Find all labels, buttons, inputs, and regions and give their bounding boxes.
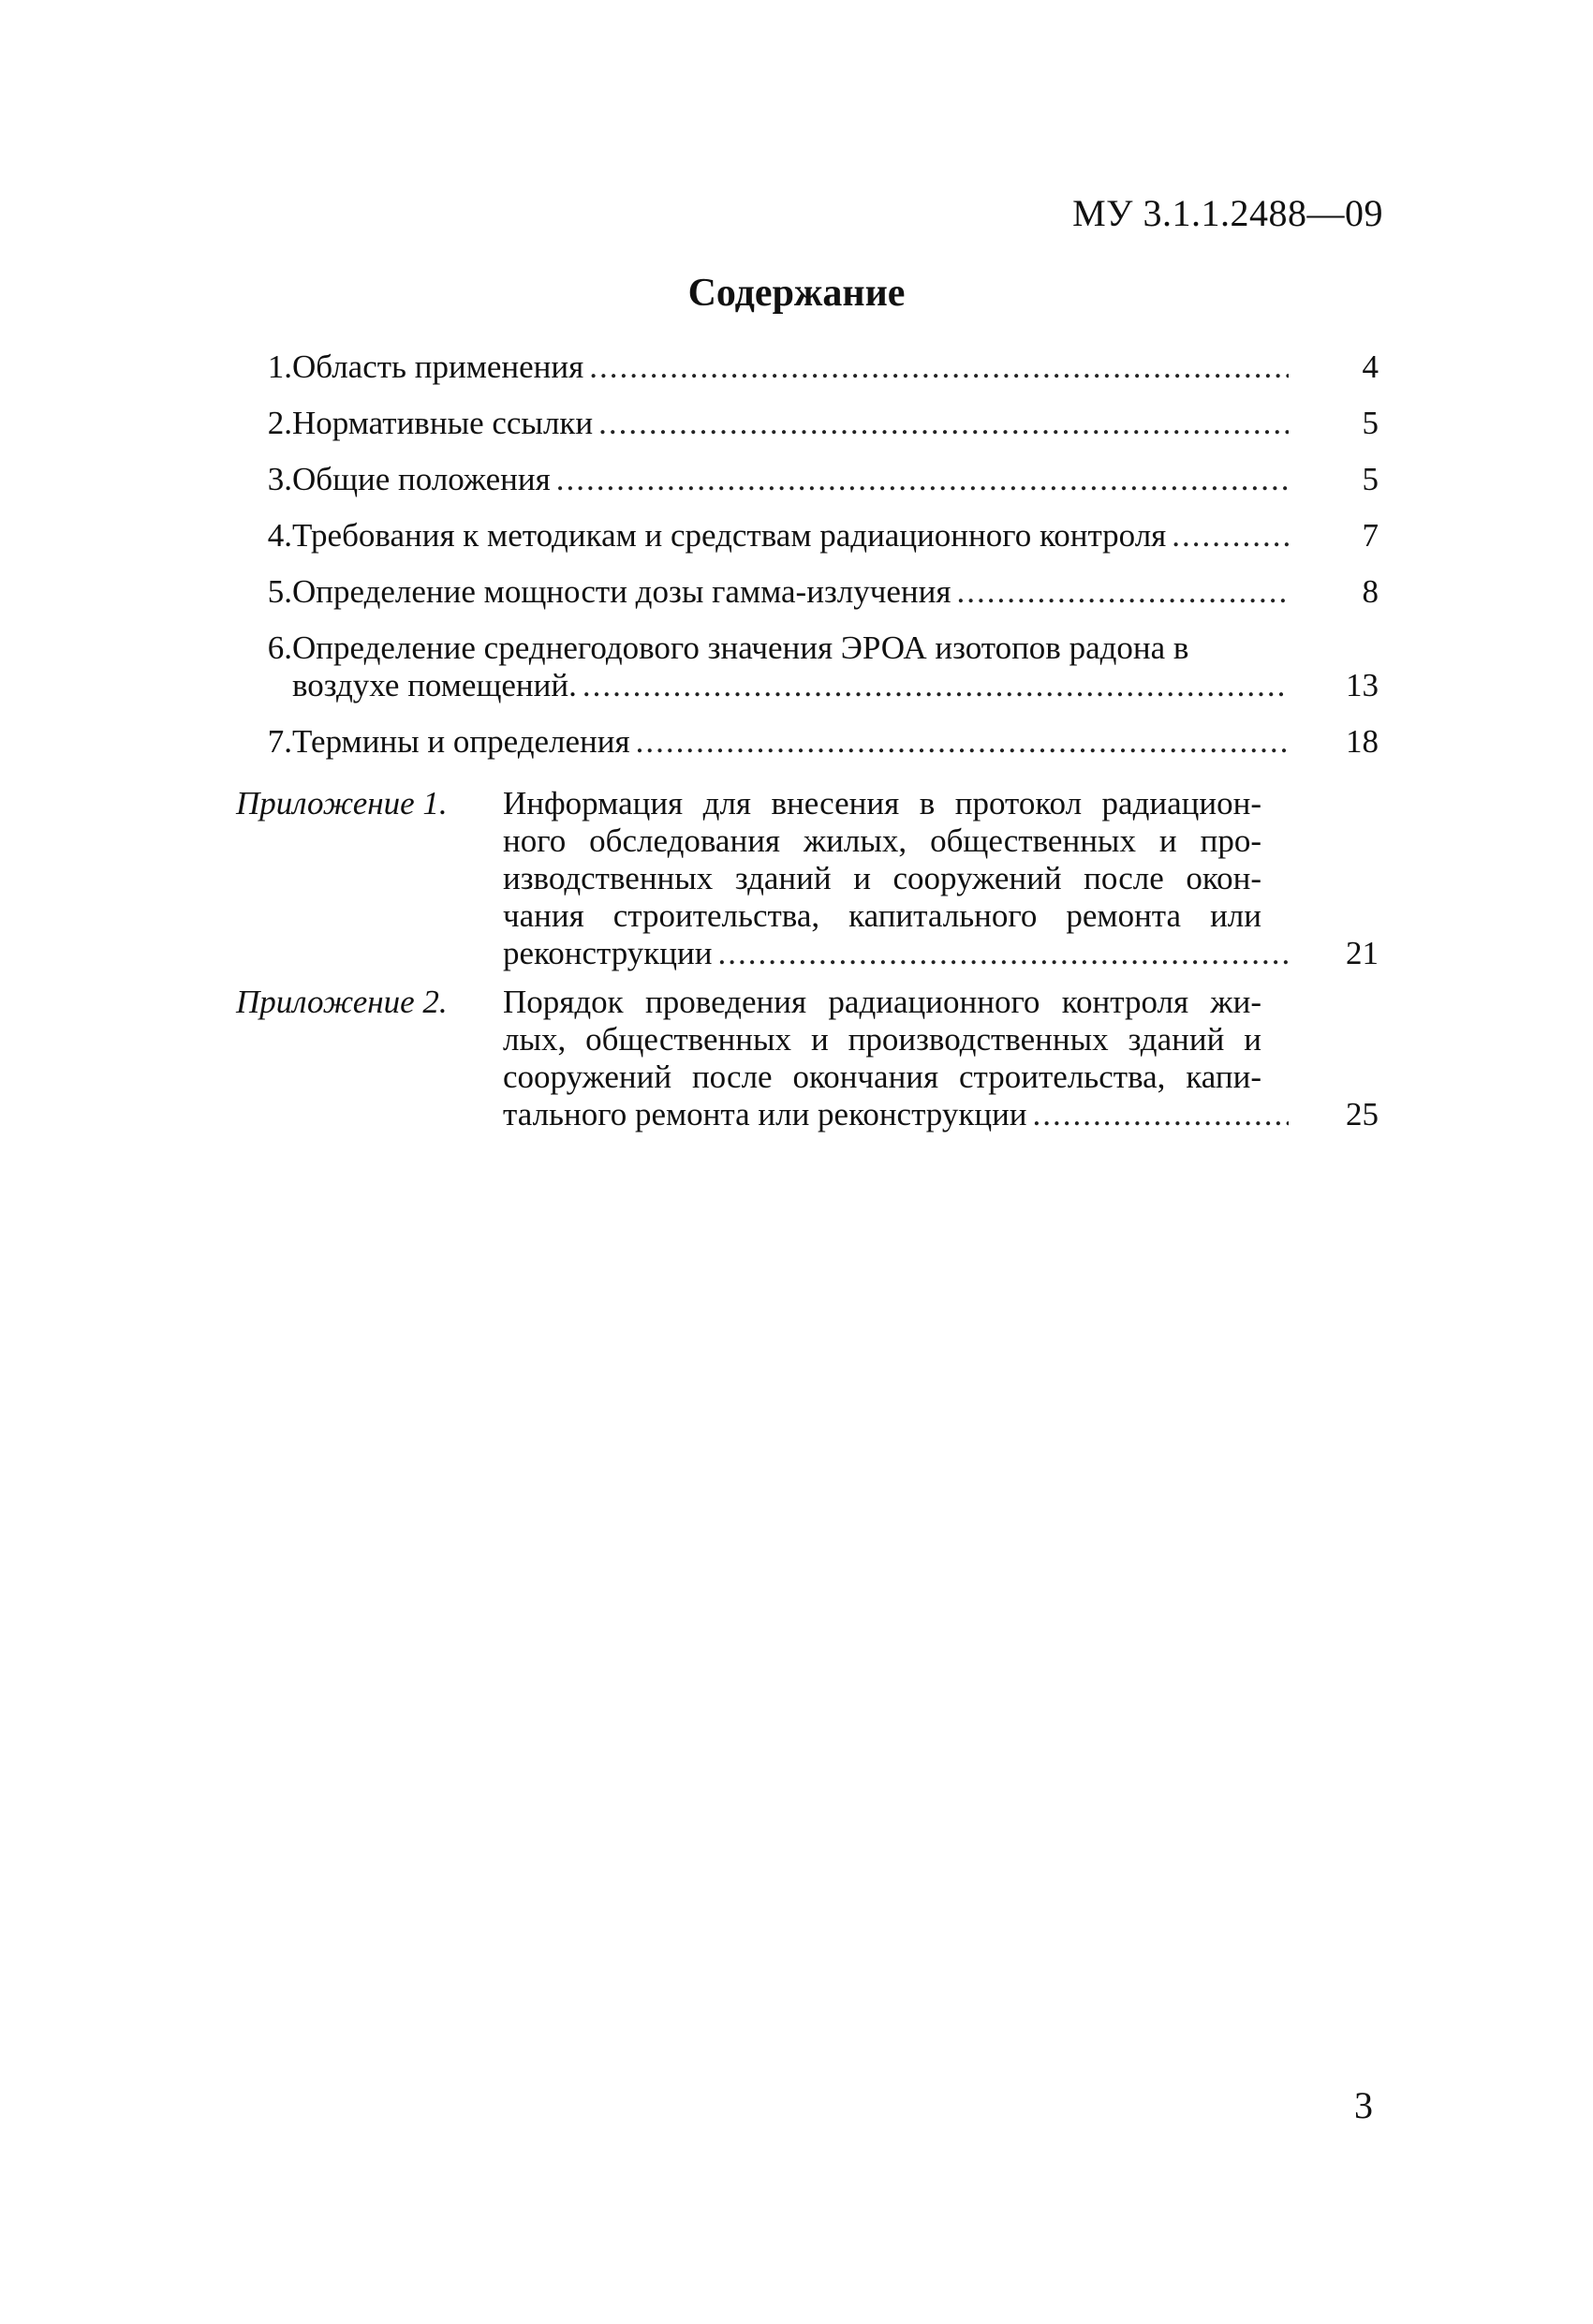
- appendix-title-line: Порядок проведения радиационного контроля жи-: [503, 984, 1261, 1020]
- dot-leader: [589, 348, 1289, 386]
- appendix-title-line: лых, общественных и производственных зданий и: [503, 1021, 1261, 1058]
- appendix-title-line: сооружений после окончания строительства, капи-: [503, 1058, 1261, 1095]
- appendix-label: Приложение 2.: [236, 984, 448, 1020]
- toc-item-page: 8: [1362, 573, 1379, 610]
- toc-item-number: 7.: [267, 723, 292, 760]
- toc-item-page: 13: [1346, 667, 1379, 703]
- toc-item-title: воздухе помещений.: [292, 667, 577, 703]
- toc-item-page: 4: [1362, 348, 1379, 385]
- appendix-page: 21: [1346, 935, 1379, 971]
- dot-leader: [598, 405, 1289, 442]
- toc-item-page: 18: [1346, 723, 1379, 760]
- toc-item-page: 7: [1362, 517, 1379, 554]
- toc-item-title: Требования к методикам и средствам радиационного контроля: [292, 517, 1167, 554]
- toc-item-title: Определение мощности дозы гамма-излучения: [292, 573, 951, 610]
- dot-leader: [556, 461, 1289, 498]
- page-number: 3: [1354, 2084, 1373, 2126]
- toc-item-title: Нормативные ссылки: [292, 405, 594, 441]
- toc-title: Содержание: [687, 272, 906, 315]
- toc-item-number: 1.: [267, 348, 292, 385]
- toc-item-title: Общие положения: [292, 461, 551, 497]
- dot-leader: [636, 723, 1289, 761]
- appendix-title-line: чания строительства, капитального ремонта или: [503, 897, 1261, 934]
- toc-item-number: 6.: [267, 629, 292, 666]
- appendix-page: 25: [1346, 1096, 1379, 1132]
- toc-item-number: 3.: [267, 461, 292, 497]
- toc-item-title-line: Определение среднегодового значения ЭРОА изотопов радона в: [292, 629, 1189, 666]
- dot-leader: [1172, 517, 1289, 555]
- appendix-title: тального ремонта или реконструкции: [503, 1096, 1027, 1132]
- document-code: МУ 3.1.1.2488—09: [1072, 192, 1383, 234]
- appendix-title: реконструкции: [503, 935, 713, 971]
- toc-item-number: 5.: [267, 573, 292, 610]
- appendix-title-line: изводственных зданий и сооружений после окон-: [503, 860, 1261, 896]
- toc-item-title: Термины и определения: [292, 723, 630, 760]
- appendix-label: Приложение 1.: [236, 785, 448, 822]
- dot-leader: [717, 935, 1289, 972]
- toc-item-title: Область применения: [292, 348, 584, 385]
- appendix-title-line: Информация для внесения в протокол радиацион-: [503, 785, 1261, 822]
- toc-item-number: 4.: [267, 517, 292, 554]
- dot-leader: [956, 573, 1289, 611]
- toc-item-page: 5: [1362, 405, 1379, 441]
- appendix-title-line: ного обследования жилых, общественных и про-: [503, 822, 1261, 859]
- dot-leader: [1033, 1096, 1289, 1133]
- toc-item-number: 2.: [267, 405, 292, 441]
- dot-leader: [583, 667, 1289, 704]
- toc-item-page: 5: [1362, 461, 1379, 497]
